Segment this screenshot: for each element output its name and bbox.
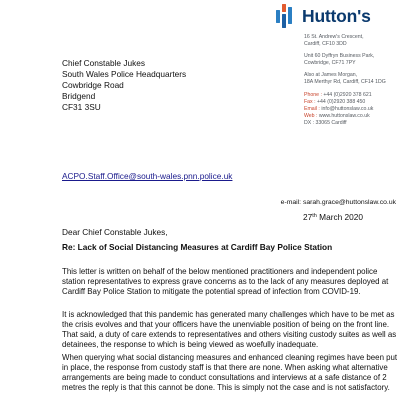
salutation: Dear Chief Constable Jukes, (62, 227, 168, 237)
subject-line: Re: Lack of Social Distancing Measures at Cardiff Bay Police Station (62, 242, 333, 252)
body-paragraph: This letter is written on behalf of the below mentioned practitioners and independent police station representatives to express grave concerns as to the lack of any measures deployed at Cardiff Bay Police Station to mitigate the potential spread of infection from COVID-19. (62, 267, 389, 297)
firm-web-label: Web : (304, 112, 318, 119)
firm-web (304, 113, 408, 120)
body-paragraph: When querying what social distancing measures and enhanced cleaning regimes have been put in place, the response from custody staff is that there are none. When asking what alternative arrangements are being made to conduct consultations and interviews at a safe distance of 2 metres the reply is that this cannot be done. This is simply not the case and is not satisfactory. (62, 353, 398, 393)
firm-email-label: Email : (304, 105, 320, 112)
firm-fax (304, 99, 408, 106)
firm-email (304, 106, 408, 113)
body-paragraph: It is acknowledged that this pandemic has generated many challenges which have to be met as the crisis evolves and that your officers have the unenviable position of being on the front line. That said, a duty of care extends to representatives and others visiting custody suites as well as detainees, the response to which is being viewed as woefully inadequate. (62, 310, 397, 350)
logo-bars-icon (276, 4, 298, 28)
recipient-line: CF31 3SU (62, 101, 101, 112)
recipient-line: South Wales Police Headquarters (62, 68, 187, 79)
recipient-line: Chief Constable Jukes (62, 58, 146, 68)
recipient-line: Cowbridge Road (62, 79, 124, 90)
firm-address-line: Unit 60 Dyffryn Business Park, (304, 53, 375, 60)
recipient-email-link[interactable]: ACPO.Staff.Office@south-wales.pnn.police.uk (62, 171, 233, 181)
recipient-line: Bridgend (62, 90, 96, 101)
firm-address-line: 18A Merthyr Rd, Cardiff, CF14 1DG (304, 79, 386, 86)
firm-phone-value: +44 (0)2920 378 621 (323, 91, 372, 98)
firm-web-value[interactable]: www.huttonslaw.co.uk (318, 112, 370, 119)
huttons-logo (276, 4, 371, 28)
letter-date (303, 212, 363, 222)
date-month-year: March 2020 (319, 212, 363, 222)
firm-fax-value: +44 (0)2920 388 450 (316, 98, 366, 105)
firm-dx: DX : 33065 Cardiff (304, 119, 347, 126)
sender-email: e-mail: sarah.grace@huttonslaw.co.uk (280, 199, 396, 206)
logo-wordmark: Hutton's (302, 6, 371, 26)
firm-address-line: Cardiff, CF10 3DD (304, 41, 347, 48)
firm-address-line: Cowbridge, CF71 7PY (304, 60, 356, 67)
firm-phone (304, 92, 408, 99)
firm-details (304, 34, 408, 127)
firm-phone-label: Phone : (304, 91, 322, 98)
date-suffix: th (312, 213, 317, 219)
date-day: 27 (303, 212, 313, 222)
firm-address-line: Also at James Morgan, (304, 72, 358, 79)
firm-fax-label: Fax : (304, 98, 316, 105)
firm-email-value[interactable]: info@huttonslaw.co.uk (321, 105, 374, 112)
recipient-address (62, 58, 186, 113)
firm-address-line: 16 St. Andrew's Crescent, (304, 34, 364, 40)
